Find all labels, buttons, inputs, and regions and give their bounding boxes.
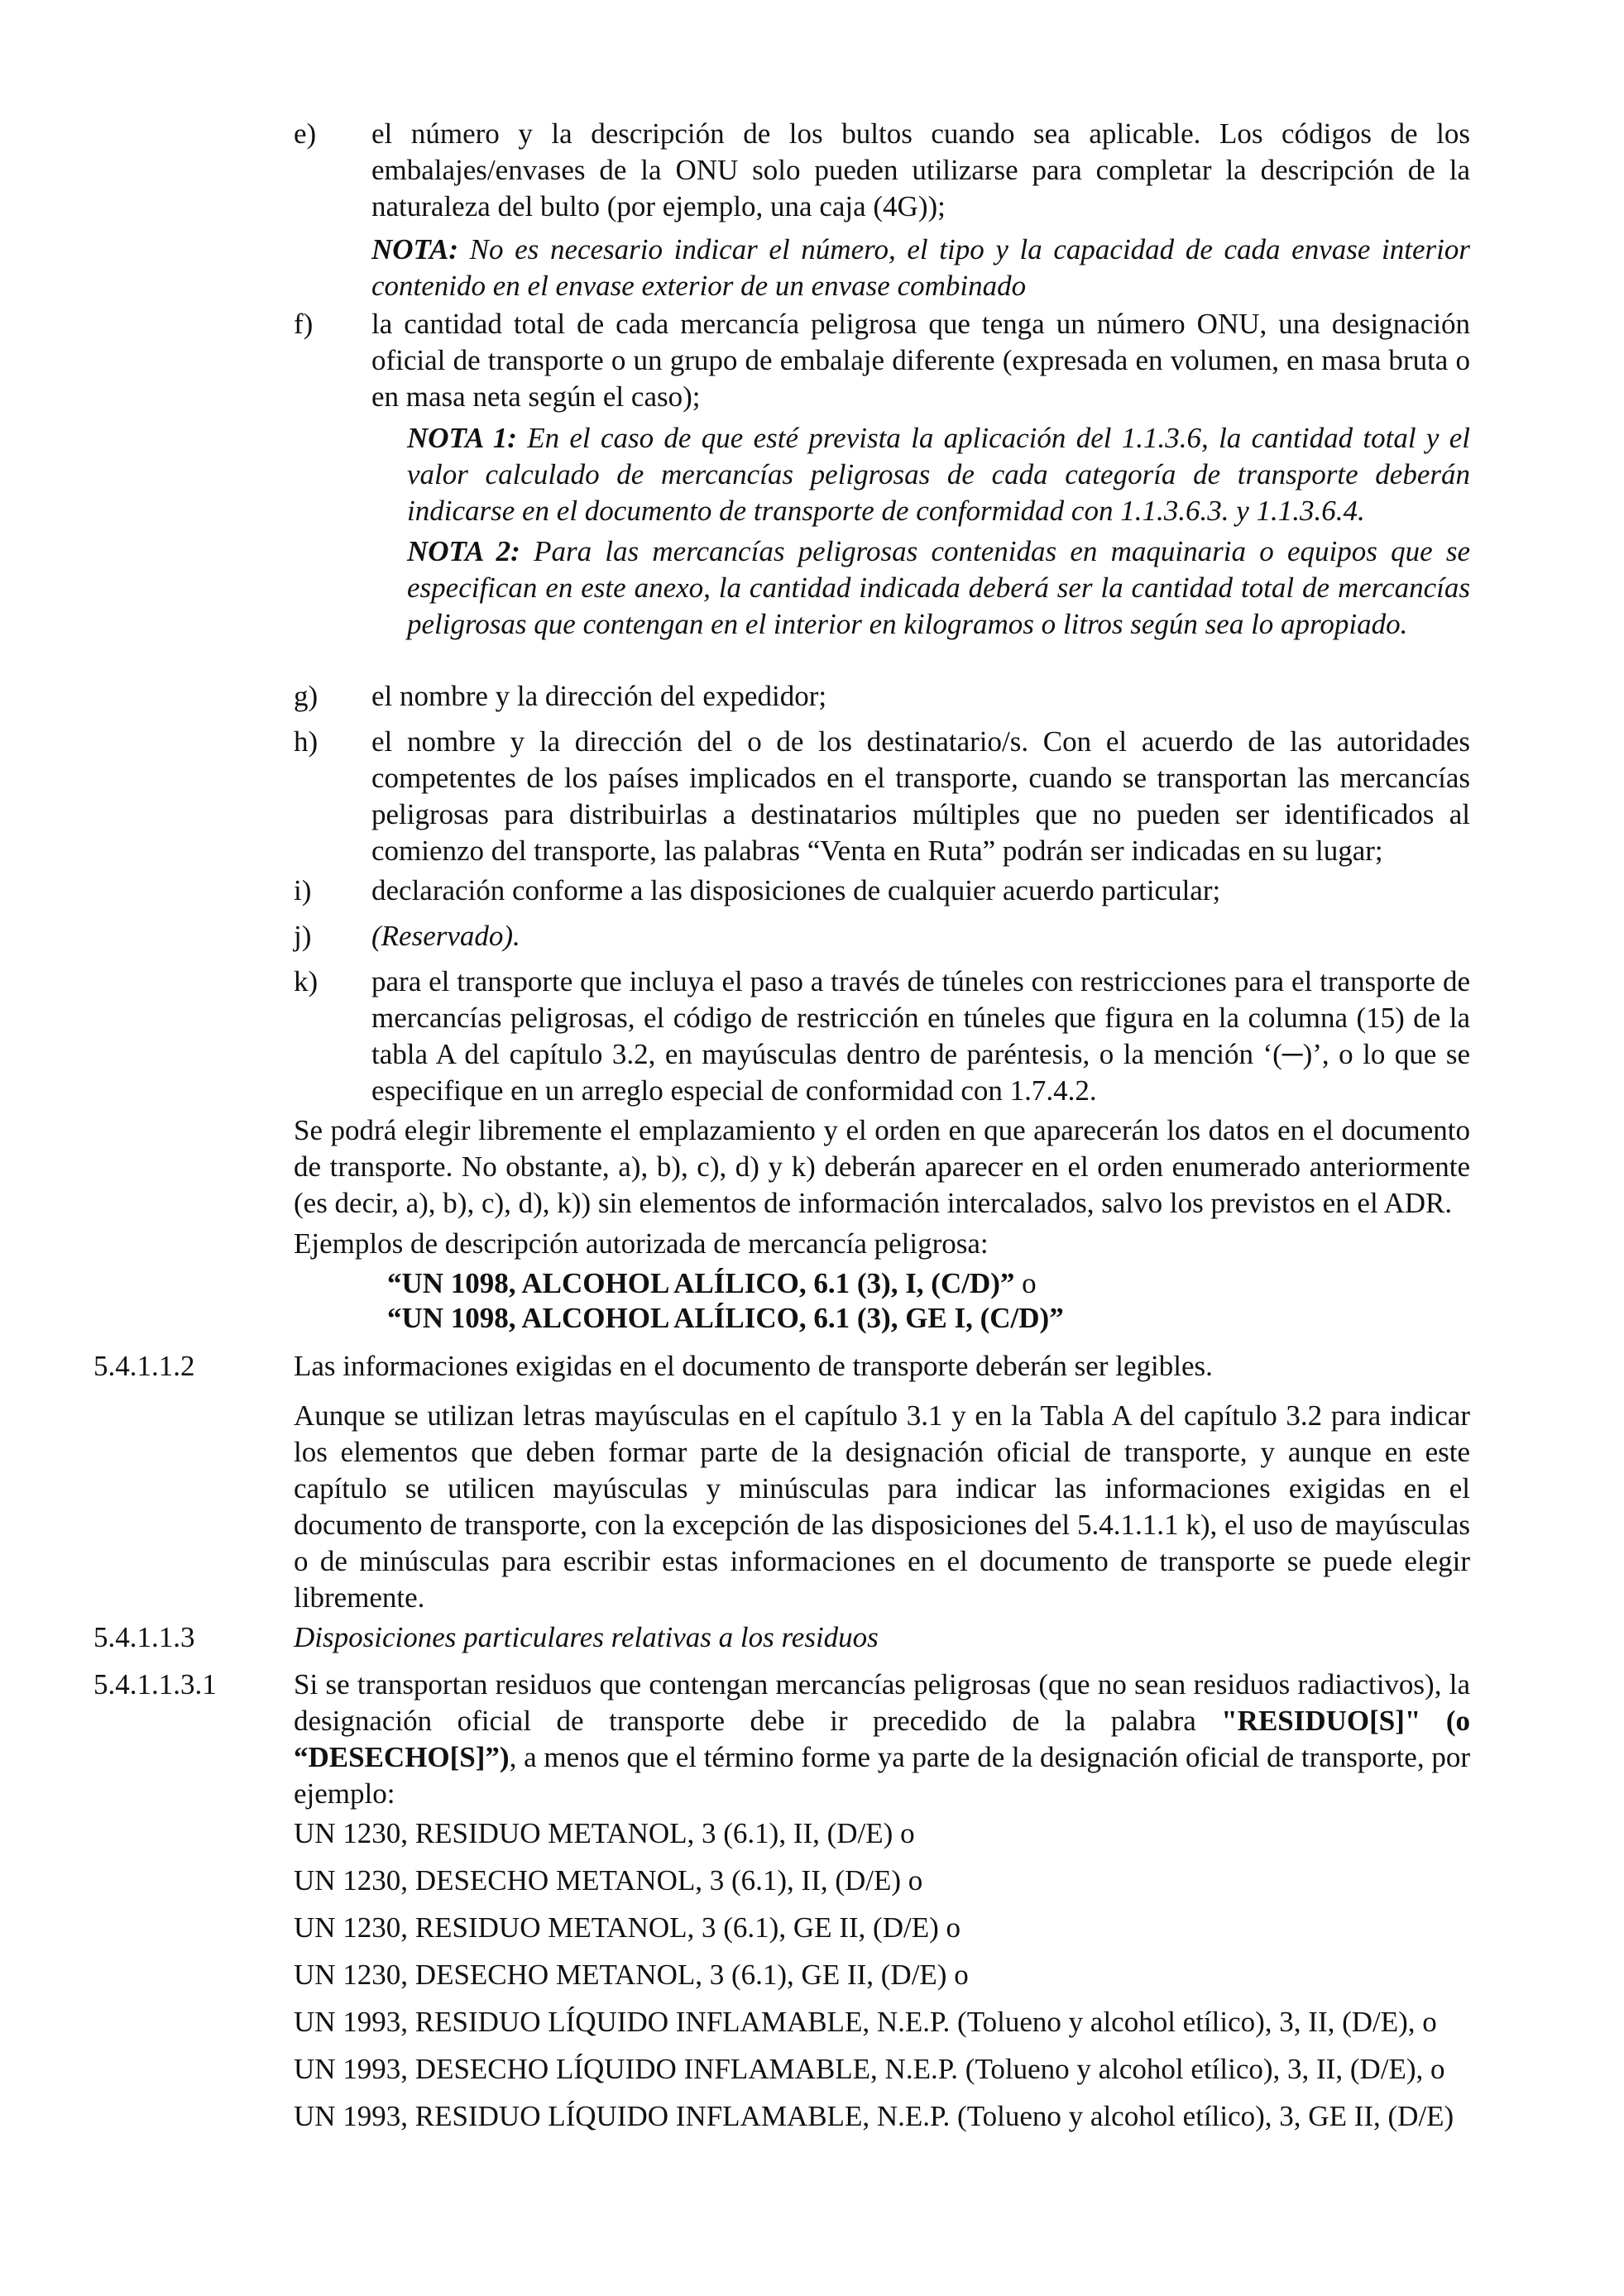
note-label: NOTA:: [371, 233, 458, 265]
waste-example: UN 1993, RESIDUO LÍQUIDO INFLAMABLE, N.E.P. (Tolueno y alcohol etílico), 3, II, (D/E), o: [294, 2006, 1437, 2038]
note-label: NOTA 1:: [407, 422, 517, 454]
item-text: declaración conforme a las disposiciones de cualquier acuerdo particular;: [371, 874, 1221, 906]
item-text: la cantidad total de cada mercancía peligrosa que tenga un número ONU, una designación oficial de transporte o un grupo de embalaje diferente (expresada en volumen, en masa bruta o en masa neta según el caso);: [371, 308, 1470, 413]
section-title: Disposiciones particulares relativas a los residuos: [294, 1621, 879, 1653]
example-line: [387, 1300, 1064, 1337]
order-paragraph: Se podrá elegir libremente el emplazamiento y el orden en que aparecerán los datos en el documento de transporte. No obstante, a), b), c), d) y k) deberán aparecer en el orden enumerado anteriormente (es decir, a), b), c), d), k)) sin elementos de información intercalados, salvo los previstos en el ADR.: [294, 1114, 1470, 1219]
section-number: 5.4.1.1.2: [93, 1350, 195, 1382]
item-text: el número y la descripción de los bultos cuando sea aplicable. Los códigos de los embalajes/envases de la ONU solo pueden utilizarse para completar la descripción de la naturaleza del bulto (por ejemplo, una caja (4G));: [371, 117, 1470, 222]
item-label: f): [294, 308, 314, 340]
note-text: Para las mercancías peligrosas contenidas en maquinaria o equipos que se especifican en este anexo, la cantidad indicada deberá ser la cantidad total de mercancías peligrosas que contengan en el interior en kilogramos o litros según sea lo apropiado.: [407, 535, 1470, 640]
section-text: Las informaciones exigidas en el documento de transporte deberán ser legibles.: [294, 1350, 1213, 1382]
note-label: NOTA 2:: [407, 535, 520, 567]
example-suffix: o: [1014, 1267, 1037, 1299]
text-before: Si se transportan residuos que contengan mercancías peligrosas (que no sean residuos radiactivos), la designación oficial de transporte debe ir precedido de la palabra: [294, 1668, 1470, 1737]
list-item-j: [294, 918, 1470, 954]
section-text-2: Aunque se utilizan letras mayúsculas en el capítulo 3.1 y en la Tabla A del capítulo 3.2 para indicar los elementos que deben formar parte de la designación oficial de transporte, y aunque en este capítulo se utilicen mayúsculas y minúsculas para indicar las informaciones exigidas en el documento de transporte, con la excepción de las disposiciones del 5.4.1.1.1 k), el uso de mayúsculas o de minúsculas para escribir estas informaciones en el documento de transporte se puede elegir libremente.: [294, 1399, 1470, 1614]
section-number: 5.4.1.1.3: [93, 1621, 195, 1653]
list-item-k: [294, 964, 1470, 1109]
section-number: 5.4.1.1.3.1: [93, 1668, 217, 1700]
waste-example: UN 1993, DESECHO LÍQUIDO INFLAMABLE, N.E.P. (Tolueno y alcohol etílico), 3, II, (D/E), o: [294, 2053, 1445, 2085]
note-text: En el caso de que esté prevista la aplicación del 1.1.3.6, la cantidad total y el valor calculado de mercancías peligrosas de cada categoría de transporte deberán indicarse en el documento de transporte de conformidad con 1.1.3.6.3. y 1.1.3.6.4.: [407, 422, 1470, 527]
waste-example: UN 1230, RESIDUO METANOL, 3 (6.1), II, (D/E) o: [294, 1817, 915, 1849]
waste-example: UN 1230, DESECHO METANOL, 3 (6.1), II, (D/E) o: [294, 1864, 923, 1897]
item-label: h): [294, 725, 319, 758]
item-text: el nombre y la dirección del expedidor;: [371, 680, 827, 712]
item-label: i): [294, 874, 312, 906]
item-label: j): [294, 920, 312, 952]
text-bold: "RESIDUO[S]" (o “DESECHO[S]”): [294, 1705, 1471, 1773]
list-item-h: [294, 724, 1470, 869]
note-text: No es necesario indicar el número, el tipo y la capacidad de cada envase interior contenido en el envase exterior de un envase combinado: [371, 233, 1470, 302]
note-f-2: [407, 533, 1470, 643]
list-item-g: [294, 678, 1470, 715]
examples-intro: Ejemplos de descripción autorizada de mercancía peligrosa:: [294, 1227, 989, 1260]
item-text: para el transporte que incluya el paso a través de túneles con restricciones para el transporte de mercancías peligrosas, el código de restricción en túneles que figura en la columna (15) de la tabla A del capítulo 3.2, en mayúsculas dentro de paréntesis, o la mención ‘(─)’, o lo que se especifique en un arreglo especial de conformidad con 1.7.4.2.: [371, 965, 1470, 1107]
item-label: e): [294, 117, 317, 150]
text-after: , a menos que el término forme ya parte de la designación oficial de transporte, por ejemplo:: [294, 1741, 1470, 1810]
waste-example: UN 1230, DESECHO METANOL, 3 (6.1), GE II, (D/E) o: [294, 1959, 969, 1991]
waste-example: UN 1993, RESIDUO LÍQUIDO INFLAMABLE, N.E.P. (Tolueno y alcohol etílico), 3, GE II, (D/E): [294, 2100, 1454, 2132]
item-label: k): [294, 965, 319, 997]
list-item-f: [294, 306, 1470, 415]
list-item-i: [294, 873, 1470, 909]
item-text: el nombre y la dirección del o de los destinatario/s. Con el acuerdo de las autoridades competentes de los países implicados en el transporte, cuando se transportan las mercancías peligrosas para distribuirlas a destinatarios múltiples que no pueden ser identificados al comienzo del transporte, las palabras “Venta en Ruta” podrán ser indicadas en su lugar;: [371, 725, 1470, 867]
item-label: g): [294, 680, 319, 712]
list-item-e: [294, 116, 1470, 225]
waste-example: UN 1230, RESIDUO METANOL, 3 (6.1), GE II, (D/E) o: [294, 1911, 961, 1944]
item-text: (Reservado).: [371, 920, 520, 952]
section-text: [294, 1667, 1470, 1812]
note-e: [371, 232, 1470, 304]
example-line: [387, 1265, 1037, 1302]
note-f-1: [407, 420, 1470, 529]
example-text: “UN 1098, ALCOHOL ALÍLICO, 6.1 (3), I, (C/D)”: [387, 1267, 1015, 1299]
example-text: “UN 1098, ALCOHOL ALÍLICO, 6.1 (3), GE I, (C/D)”: [387, 1302, 1064, 1334]
